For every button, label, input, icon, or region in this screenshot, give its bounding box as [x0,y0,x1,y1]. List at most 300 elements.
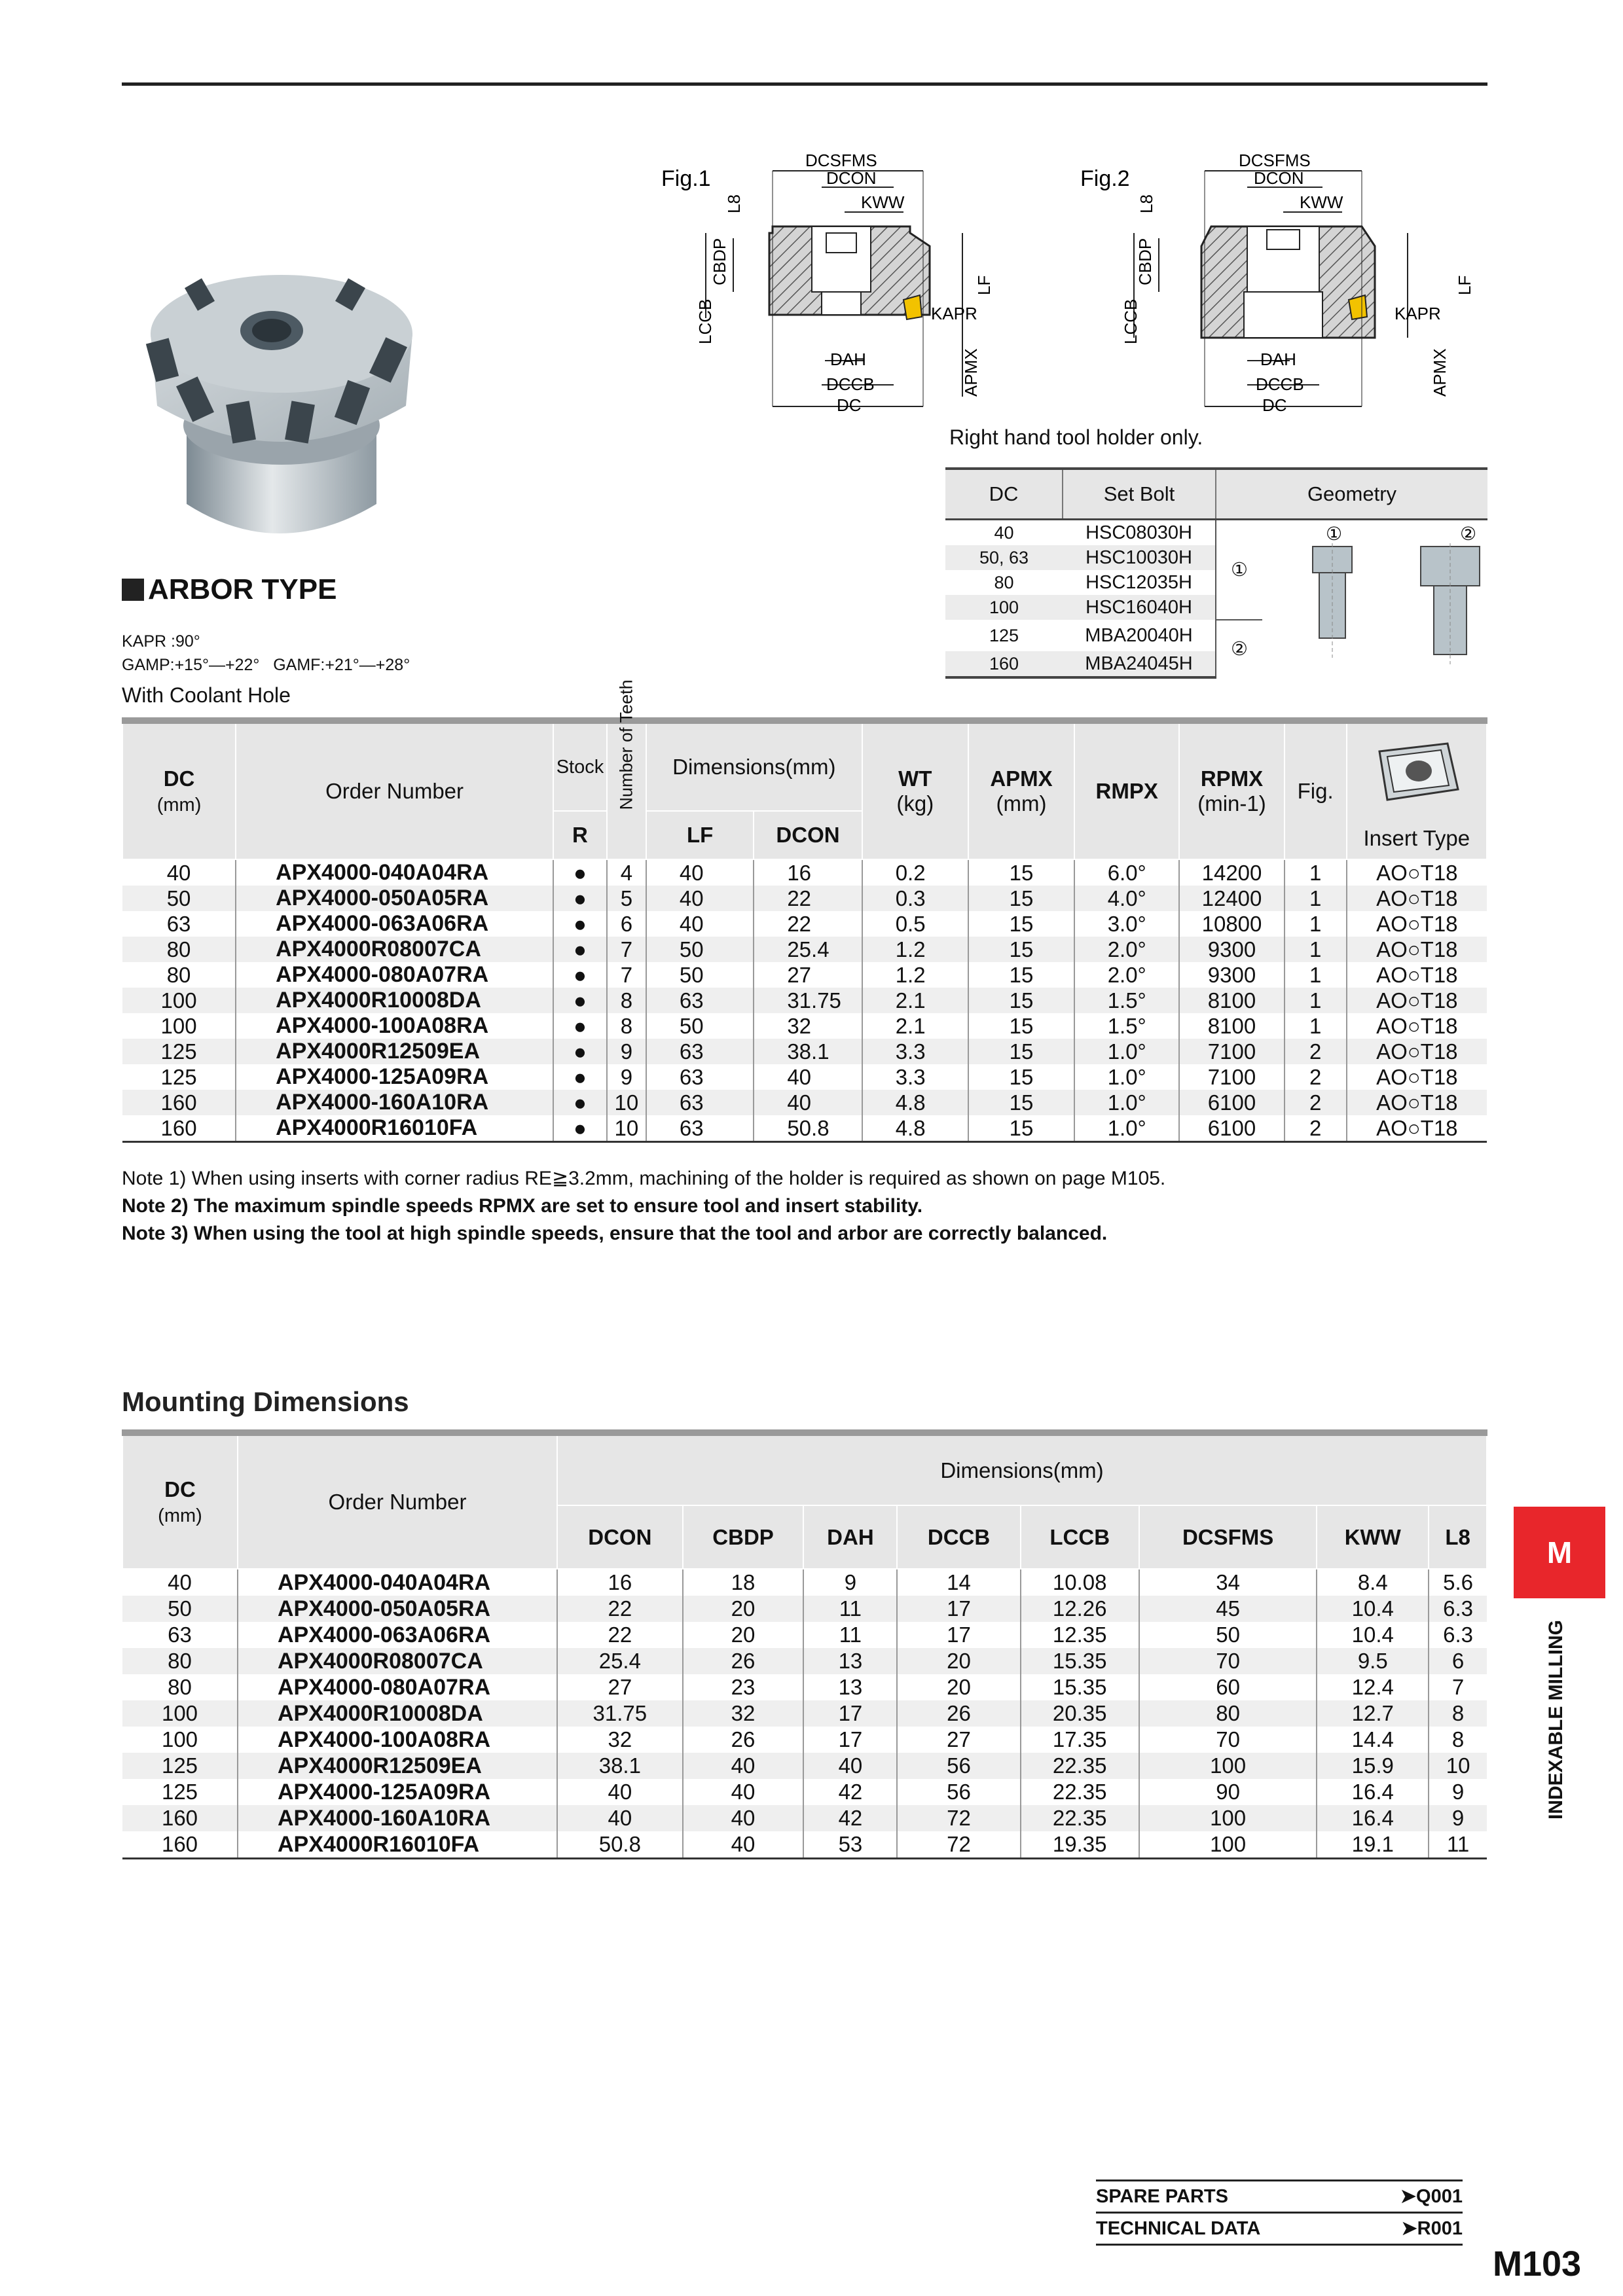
mcol-dc: DC (mm) [122,1433,238,1569]
table-cell: 3.0° [1074,911,1179,937]
table-row [122,1831,1487,1859]
table-row [122,859,1487,886]
table-cell: AO○T18 [1376,861,1458,885]
table-cell: APX4000-040A04RA [238,1569,557,1596]
table-cell: 15.35 [1021,1674,1139,1700]
table-cell: ● [553,937,607,962]
table-cell: 38.1 [754,1039,862,1064]
table-cell: 7 [607,937,646,962]
table-cell: 4.8 [862,1115,968,1142]
table-row [122,1779,1487,1805]
table-cell: APX4000-100A08RA [236,1013,553,1039]
col-stock: Stock [553,721,607,811]
table-cell: 80 [122,962,236,988]
dim2-lccb: LCCB [1121,298,1140,344]
table-cell: APX4000R08007CA [236,937,553,962]
table-cell: 5 [607,886,646,911]
table-cell: 2.1 [862,1013,968,1039]
table-cell: 32 [754,1013,862,1039]
table-cell: APX4000-050A05RA [238,1596,557,1622]
table-cell: 20.35 [1021,1700,1139,1727]
mcol-dccb: DCCB [897,1505,1020,1569]
table-cell: 15 [968,962,1074,988]
table-cell: ● [553,1064,607,1090]
table-cell: AO○T18 [1376,1014,1458,1038]
table-cell: 50.8 [557,1831,683,1859]
table-cell: 14200 [1179,859,1284,886]
table-cell: 1.2 [862,962,968,988]
table-row [122,1805,1487,1831]
dim-cbdp: CBDP [710,238,729,285]
table-cell: 32 [683,1700,804,1727]
table-cell: 40 [646,859,754,886]
table-cell: 2 [1285,1090,1347,1115]
col-apmx: APMX (mm) [968,721,1074,859]
col-dc: DC (mm) [122,721,236,859]
table-cell: 40 [754,1090,862,1115]
table-cell: 16 [754,859,862,886]
table-cell: 11 [803,1596,897,1622]
table-cell: APX4000-050A05RA [236,886,553,911]
bolt-col-bolt: Set Bolt [1063,469,1216,520]
table-cell: 7100 [1179,1039,1284,1064]
table-cell: 90 [1139,1779,1317,1805]
table-cell: AO○T18 [1376,1065,1458,1089]
bolt-dc: 100 [945,595,1063,620]
dim2-kww: KWW [1300,192,1343,212]
table-cell: 10.4 [1317,1596,1429,1622]
mcol-dims: Dimensions(mm) [557,1433,1487,1505]
table-cell: 2 [1285,1064,1347,1090]
table-cell: 6 [1429,1648,1487,1674]
dim-l8: L8 [724,194,744,213]
table-cell: 15.9 [1317,1753,1429,1779]
dim2-dcon: DCON [1254,168,1304,188]
col-teeth: Number of Teeth [607,721,646,859]
table-cell: 40 [683,1805,804,1831]
table-cell: 22 [557,1596,683,1622]
table-cell: 1.2 [862,937,968,962]
table-cell: 63 [646,988,754,1013]
table-cell: 100 [122,1013,236,1039]
table-cell: 56 [897,1753,1020,1779]
table-cell: 10.08 [1021,1569,1139,1596]
mcol-order: Order Number [238,1433,557,1569]
col-wt: WT (kg) [862,721,968,859]
mcol-dcsfms: DCSFMS [1139,1505,1317,1569]
table-cell: 26 [683,1727,804,1753]
table-cell: 25.4 [754,937,862,962]
table-cell: 1 [1285,962,1347,988]
dim2-dcsfms: DCSFMS [1239,151,1311,170]
table-cell: APX4000-100A08RA [238,1727,557,1753]
table-cell: 8 [1429,1700,1487,1727]
table-cell: 40 [557,1779,683,1805]
table-cell: ● [553,1013,607,1039]
table-cell: 20 [897,1674,1020,1700]
table-row [122,937,1487,962]
table-cell: 22 [754,911,862,937]
bolt-name: MBA20040H [1085,625,1193,646]
table-cell: 100 [122,1700,238,1727]
table-cell: 17 [897,1622,1020,1648]
table-cell: 50 [1139,1622,1317,1648]
table-cell: 160 [122,1831,238,1859]
table-cell: 7 [607,962,646,988]
table-cell: ● [553,1090,607,1115]
table-cell: 22.35 [1021,1753,1139,1779]
mounting-title: Mounting Dimensions [122,1386,409,1417]
table-cell: 1.0° [1074,1090,1179,1115]
table-cell: 2.1 [862,988,968,1013]
table-cell: 42 [803,1779,897,1805]
table-cell: 34 [1139,1569,1317,1596]
table-cell: 50 [646,962,754,988]
table-row [122,1648,1487,1674]
table-cell: 19.1 [1317,1831,1429,1859]
dim2-apmx: APMX [1430,348,1450,397]
table-cell: ● [553,1039,607,1064]
table-cell: 27 [557,1674,683,1700]
fig1-label: Fig.1 [661,166,711,191]
geo-mark-1: ① [1216,520,1262,620]
right-hand-note: Right hand tool holder only. [949,425,1203,449]
table-cell: 6 [607,911,646,937]
table-cell: 80 [122,1648,238,1674]
table-cell: APX4000-125A09RA [236,1064,553,1090]
table-cell: 2.0° [1074,937,1179,962]
table-cell: 15 [968,1039,1074,1064]
dim-kww: KWW [861,192,905,212]
mcol-cbdp: CBDP [683,1505,804,1569]
table-row [122,1596,1487,1622]
table-cell: APX4000R08007CA [238,1648,557,1674]
bolt-col-geometry: Geometry [1216,469,1487,520]
table-cell: 31.75 [557,1700,683,1727]
table-cell: 42 [803,1805,897,1831]
table-cell: 9 [607,1064,646,1090]
dim2-kapr: KAPR [1395,304,1441,323]
table-cell: APX4000-160A10RA [238,1805,557,1831]
col-lf: LF [646,811,754,859]
table-cell: 11 [1429,1831,1487,1859]
footer-links [1096,2179,1463,2246]
table-cell: 8100 [1179,988,1284,1013]
table-row [122,911,1487,937]
table-cell: 15 [968,1013,1074,1039]
table-cell: 4.0° [1074,886,1179,911]
table-cell: 19.35 [1021,1831,1139,1859]
table-cell: 12.7 [1317,1700,1429,1727]
table-cell: 17 [897,1596,1020,1622]
table-cell: 72 [897,1831,1020,1859]
table-cell: 70 [1139,1727,1317,1753]
col-fig: Fig. [1285,721,1347,859]
table-row [122,1700,1487,1727]
table-cell: 0.5 [862,911,968,937]
table-cell: 100 [1139,1831,1317,1859]
table-cell: 8.4 [1317,1569,1429,1596]
table-cell: 53 [803,1831,897,1859]
bolt-name: HSC16040H [1063,595,1216,620]
table-cell: 3.3 [862,1064,968,1090]
table-cell: 40 [803,1753,897,1779]
table-row [122,1622,1487,1648]
dim2-cbdp: CBDP [1135,238,1155,285]
dim-dcon: DCON [826,168,877,188]
table-cell: 18 [683,1569,804,1596]
table-cell: 27 [897,1727,1020,1753]
diagram-fig1 [655,148,1061,442]
table-cell: 40 [557,1805,683,1831]
table-cell: AO○T18 [1347,937,1487,962]
table-cell: 6.3 [1429,1596,1487,1622]
table-cell: AO○T18 [1347,1039,1487,1064]
table-cell: 125 [122,1064,236,1090]
table-cell: 160 [122,1090,236,1115]
table-cell: 1 [1285,1013,1347,1039]
page-number: M103 [1493,2244,1582,2284]
table-cell: 60 [1139,1674,1317,1700]
table-cell: 40 [122,1569,238,1596]
note-2: Note 2) The maximum spindle speeds RPMX are set to ensure tool and insert stability. [122,1195,923,1217]
table-cell: 13 [803,1648,897,1674]
dim-dc: DC [837,395,862,415]
dim-dcsfms: DCSFMS [805,151,877,170]
table-cell: AO○T18 [1347,988,1487,1013]
table-cell: 20 [683,1596,804,1622]
table-cell: ● [553,962,607,988]
table-cell: APX4000R12509EA [238,1753,557,1779]
table-cell: 160 [122,1115,236,1142]
table-row [122,1674,1487,1700]
technical-data-link[interactable]: TECHNICAL DATA ➤R001 [1096,2212,1463,2246]
table-cell: 0.3 [862,886,968,911]
bolt-dc: 160 [945,651,1063,677]
table-cell: 11 [803,1622,897,1648]
table-cell: 2 [1285,1039,1347,1064]
table-cell: 15 [968,1090,1074,1115]
table-cell: 1 [1285,886,1347,911]
table-cell: 17.35 [1021,1727,1139,1753]
table-cell: AO○T18 [1376,912,1458,936]
table-cell: 9 [1451,1780,1465,1804]
table-row [122,1569,1487,1596]
kapr-spec: KAPR :90° [122,632,200,651]
table-cell: 22 [557,1622,683,1648]
table-cell: 40 [646,886,754,911]
table-cell: 40 [122,859,236,886]
table-cell: 7 [1451,1675,1465,1699]
table-cell: APX4000R10008DA [238,1700,557,1727]
table-cell: 12400 [1179,886,1284,911]
mounting-table [122,1429,1487,1859]
bolt-col-dc: DC [945,469,1063,520]
table-cell: 9.5 [1317,1648,1429,1674]
table-cell: 80 [122,1674,238,1700]
col-rpmx: RPMX (min-1) [1179,721,1284,859]
table-cell: 50 [122,886,236,911]
table-cell: 3.3 [862,1039,968,1064]
table-cell: 8 [1451,1727,1465,1751]
table-row [122,1013,1487,1039]
table-cell: 4 [607,859,646,886]
table-cell: 9300 [1179,937,1284,962]
table-cell: 13 [803,1674,897,1700]
bolt-dc: 80 [994,573,1014,592]
table-cell: 125 [122,1779,238,1805]
dim-lf: LF [974,275,994,295]
table-cell: ● [553,886,607,911]
top-rule [122,82,1487,86]
table-row [122,988,1487,1013]
table-cell: 15 [968,859,1074,886]
table-cell: 50.8 [754,1115,862,1142]
table-cell: 15 [968,937,1074,962]
section-tab[interactable]: M [1514,1507,1605,1598]
table-cell: 7100 [1179,1064,1284,1090]
table-cell: 1.5° [1074,1013,1179,1039]
col-order: Order Number [236,721,553,859]
table-cell: 20 [897,1648,1020,1674]
table-row [122,1115,1487,1142]
table-cell: 38.1 [557,1753,683,1779]
table-cell: APX4000-063A06RA [236,911,553,937]
table-cell: 56 [897,1779,1020,1805]
bolt-name: MBA24045H [1063,651,1216,677]
mcol-dcon: DCON [557,1505,683,1569]
col-dcon: DCON [754,811,862,859]
table-cell: 63 [646,1115,754,1142]
mcol-lccb: LCCB [1021,1505,1139,1569]
table-cell: 15 [968,1115,1074,1142]
table-row [122,1727,1487,1753]
table-cell: 15.35 [1021,1648,1139,1674]
table-cell: 10 [607,1090,646,1115]
insert-icon [1348,737,1486,814]
spare-parts-link[interactable]: SPARE PARTS ➤Q001 [1096,2179,1463,2212]
table-row [122,1039,1487,1064]
note-1: Note 1) When using inserts with corner radius RE≧3.2mm, machining of the holder is required as shown on page M105. [122,1168,1166,1189]
table-cell: 40 [646,911,754,937]
dim2-dccb: DCCB [1256,374,1304,394]
table-row [122,886,1487,911]
product-image [124,262,432,563]
table-cell: ● [553,911,607,937]
table-cell: 9 [1429,1805,1487,1831]
bolt-name: HSC12035H [1085,572,1192,593]
table-cell: 70 [1139,1648,1317,1674]
bolt-dc: 125 [989,626,1019,645]
table-cell: APX4000R16010FA [236,1115,553,1142]
dim-dah: DAH [830,350,866,369]
table-cell: 40 [683,1779,804,1805]
table-cell: 45 [1139,1596,1317,1622]
table-cell: 22 [754,886,862,911]
section-side-label: INDEXABLE MILLING [1545,1620,1567,1820]
table-cell: 125 [122,1753,238,1779]
bolt-name: HSC08030H [1085,522,1192,543]
table-cell: 2.0° [1074,962,1179,988]
mcol-l8: L8 [1429,1505,1487,1569]
table-cell: 160 [122,1805,238,1831]
table-cell: ● [553,1115,607,1142]
table-cell: 17 [803,1700,897,1727]
table-row [122,1064,1487,1090]
table-cell: 1.0° [1074,1064,1179,1090]
table-cell: 23 [683,1674,804,1700]
col-insert: Insert Type [1347,721,1487,859]
section-bullet [122,579,144,601]
notes [122,1165,1165,1247]
table-cell: 50 [122,1596,238,1622]
table-cell: 6.3 [1443,1623,1474,1647]
table-cell: 15 [968,1064,1074,1090]
table-cell: APX4000-040A04RA [236,859,553,886]
table-cell: 63 [122,1622,238,1648]
section-title [122,573,337,606]
dim2-dc: DC [1262,395,1287,415]
table-cell: 1 [1285,937,1347,962]
table-cell: 17 [803,1727,897,1753]
table-cell: 1.0° [1074,1115,1179,1142]
table-cell: 15 [968,886,1074,911]
table-cell: 8100 [1179,1013,1284,1039]
table-cell: 80 [1139,1700,1317,1727]
table-cell: 16.4 [1317,1779,1429,1805]
table-cell: ● [553,988,607,1013]
table-cell: APX4000-080A07RA [236,962,553,988]
table-cell: 80 [122,937,236,962]
table-cell: 10 [607,1115,646,1142]
table-cell: 0.2 [862,859,968,886]
table-cell: 50 [646,937,754,962]
table-cell: 6100 [1179,1115,1284,1142]
table-cell: 8 [607,1013,646,1039]
table-cell: AO○T18 [1347,1115,1487,1142]
mcol-kww: KWW [1317,1505,1429,1569]
table-cell: 15 [968,988,1074,1013]
table-cell: 6.0° [1074,859,1179,886]
table-cell: AO○T18 [1347,1090,1487,1115]
table-cell: 10800 [1179,911,1284,937]
table-cell: 63 [122,911,236,937]
table-cell: 22.35 [1021,1779,1139,1805]
table-cell: 14 [897,1569,1020,1596]
table-cell: 26 [897,1700,1020,1727]
table-cell: 1.0° [1074,1039,1179,1064]
dim-lccb: LCCB [695,298,715,344]
table-cell: 1 [1285,911,1347,937]
table-cell: 12.26 [1021,1596,1139,1622]
bolt-dc: 40 [994,523,1014,543]
table-cell: 20 [683,1622,804,1648]
table-cell: APX4000R16010FA [238,1831,557,1859]
col-dims: Dimensions(mm) [646,721,862,811]
dim-apmx: APMX [961,348,981,397]
section-title-text: ARBOR TYPE [148,573,337,605]
table-cell: AO○T18 [1376,963,1458,987]
geo-label-2: ② [1460,524,1477,544]
table-cell: 63 [646,1064,754,1090]
table-cell: 63 [646,1090,754,1115]
table-cell: 100 [122,988,236,1013]
table-cell: 125 [122,1039,236,1064]
table-cell: APX4000-160A10RA [236,1090,553,1115]
dim2-dah: DAH [1260,350,1296,369]
gamp-spec: GAMP:+15°—+22° GAMF:+21°—+28° [122,656,410,674]
table-row [122,1090,1487,1115]
